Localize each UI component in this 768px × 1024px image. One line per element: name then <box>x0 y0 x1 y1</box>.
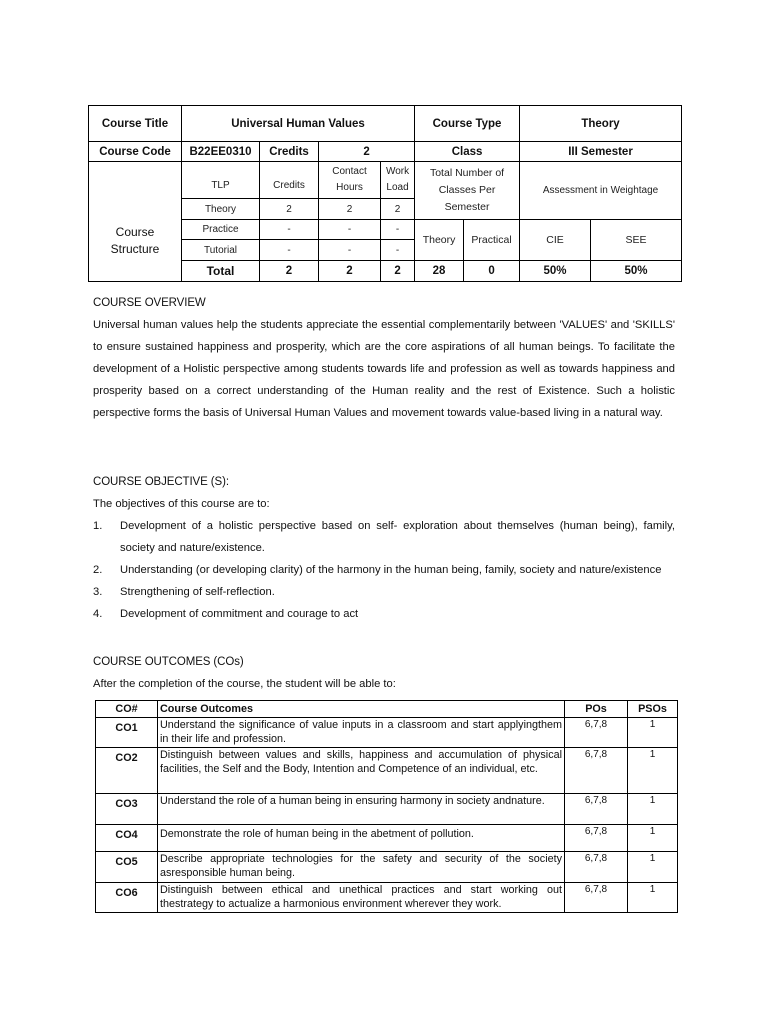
co-id: CO3 <box>96 794 158 825</box>
course-structure-label: Course Structure <box>89 162 182 282</box>
co-text: Distinguish between ethical and unethical practices and start working out thestrategy to actualize a harmonious environment wherever they work. <box>158 883 565 913</box>
tlp-row-hours: 2 <box>319 199 381 220</box>
credits-header: Credits <box>260 162 319 199</box>
course-code-value: B22EE0310 <box>182 142 260 162</box>
objective-text: Development of commitment and courage to act <box>120 608 359 620</box>
table-row <box>96 718 678 748</box>
co-psos: 1 <box>628 794 678 825</box>
course-code-row <box>89 142 682 162</box>
course-overview-heading: COURSE OVERVIEW <box>93 297 206 309</box>
course-details-table <box>88 105 682 282</box>
tlp-row-hours: - <box>319 240 381 261</box>
objective-text: Development of a holistic perspective based on self- exploration about themselves (human being), family, society and nature/existence. <box>120 520 675 554</box>
table-row <box>96 794 678 825</box>
co-psos: 1 <box>628 748 678 794</box>
course-objectives-section <box>93 471 675 625</box>
course-title-row <box>89 106 682 142</box>
objective-item <box>93 603 675 625</box>
objective-number: 1. <box>93 520 103 532</box>
co-pos: 6,7,8 <box>565 883 628 913</box>
co-text: Understand the role of a human being in ensuring harmony in society andnature. <box>158 794 565 825</box>
co-psos: 1 <box>628 825 678 852</box>
table-row <box>96 883 678 913</box>
course-type-value: Theory <box>520 106 682 142</box>
co-text: Describe appropriate technologies for the safety and security of the society asresponsible human being. <box>158 852 565 883</box>
work-load-header: Work Load <box>381 162 415 199</box>
tlp-row-load: - <box>381 240 415 261</box>
see-col-header: SEE <box>591 220 682 261</box>
tlp-row-name: Theory <box>182 199 260 220</box>
co-id: CO1 <box>96 718 158 748</box>
co-text: Distinguish between values and skills, happiness and accumulation of physical facilities, the Self and the Body, Intention and Competence of an individual, etc. <box>158 748 565 794</box>
co-id: CO5 <box>96 852 158 883</box>
co-psos: 1 <box>628 852 678 883</box>
psos-header: PSOs <box>628 701 678 718</box>
outcomes-header-row <box>96 701 678 718</box>
tlp-row-name: Tutorial <box>182 240 260 261</box>
class-label: Class <box>415 142 520 162</box>
co-id: CO4 <box>96 825 158 852</box>
tlp-row-hours: - <box>319 220 381 240</box>
co-psos: 1 <box>628 718 678 748</box>
credits-label: Credits <box>260 142 319 162</box>
course-objectives-heading: COURSE OBJECTIVE (S): <box>93 476 229 488</box>
course-type-label: Course Type <box>415 106 520 142</box>
objective-item <box>93 581 675 603</box>
objective-item <box>93 515 675 559</box>
total-credits: 2 <box>260 261 319 282</box>
co-text: Demonstrate the role of human being in the abetment of pollution. <box>158 825 565 852</box>
outcome-header: Course Outcomes <box>158 701 565 718</box>
course-outcomes-table <box>95 700 678 913</box>
practical-col-header: Practical <box>464 220 520 261</box>
theory-col-header: Theory <box>415 220 464 261</box>
tlp-row-load: 2 <box>381 199 415 220</box>
total-classes-header: Total Number of Classes Per Semester <box>415 162 520 220</box>
co-pos: 6,7,8 <box>565 794 628 825</box>
tlp-row-name: Practice <box>182 220 260 240</box>
tlp-row-credits: - <box>260 220 319 240</box>
course-title-label: Course Title <box>89 106 182 142</box>
table-row <box>96 825 678 852</box>
tlp-row-credits: 2 <box>260 199 319 220</box>
objective-text: Strengthening of self-reflection. <box>120 586 275 598</box>
total-hours: 2 <box>319 261 381 282</box>
class-value: III Semester <box>520 142 682 162</box>
co-psos: 1 <box>628 883 678 913</box>
pos-header: POs <box>565 701 628 718</box>
total-cie: 50% <box>520 261 591 282</box>
co-pos: 6,7,8 <box>565 825 628 852</box>
total-theory: 28 <box>415 261 464 282</box>
co-pos: 6,7,8 <box>565 748 628 794</box>
co-pos: 6,7,8 <box>565 852 628 883</box>
course-overview-section <box>93 292 675 424</box>
tlp-row-load: - <box>381 220 415 240</box>
cie-col-header: CIE <box>520 220 591 261</box>
contact-hours-header: Contact Hours <box>319 162 381 199</box>
objective-number: 4. <box>93 608 103 620</box>
tlp-row-credits: - <box>260 240 319 261</box>
total-practical: 0 <box>464 261 520 282</box>
assessment-header: Assessment in Weightage <box>520 162 682 220</box>
co-pos: 6,7,8 <box>565 718 628 748</box>
table-row <box>96 852 678 883</box>
objective-number: 3. <box>93 586 103 598</box>
objective-item <box>93 559 675 581</box>
course-outcomes-intro: After the completion of the course, the student will be able to: <box>93 678 396 690</box>
structure-header-row <box>89 162 682 199</box>
course-objectives-intro: The objectives of this course are to: <box>93 498 270 510</box>
course-outcomes-section <box>93 651 675 695</box>
total-load: 2 <box>381 261 415 282</box>
course-code-label: Course Code <box>89 142 182 162</box>
course-outcomes-heading: COURSE OUTCOMES (COs) <box>93 656 244 668</box>
co-text: Understand the significance of value inputs in a classroom and start applyingthem in their life and profession. <box>158 718 565 748</box>
objective-text: Understanding (or developing clarity) of the harmony in the human being, family, society and nature/existence <box>120 564 662 576</box>
table-row <box>96 748 678 794</box>
total-see: 50% <box>591 261 682 282</box>
credits-value: 2 <box>319 142 415 162</box>
objective-number: 2. <box>93 564 103 576</box>
co-header: CO# <box>96 701 158 718</box>
co-id: CO6 <box>96 883 158 913</box>
co-id: CO2 <box>96 748 158 794</box>
total-label: Total <box>182 261 260 282</box>
tlp-header: TLP <box>182 162 260 199</box>
course-title-value: Universal Human Values <box>182 106 415 142</box>
course-overview-text: Universal human values help the students appreciate the essential complementarily between 'VALUES' and 'SKILLS' to ensure sustained happiness and prosperity, which are the core aspirations of all human beings. To facilitate the development of a Holistic perspective among students towards life and profession as well as towards happiness and prosperity based on a correct understanding of the Human reality and the rest of Existence. Such a holistic perspective forms the basis of Universal Human Values and movement towards value-based living in a natural way. <box>93 319 675 419</box>
